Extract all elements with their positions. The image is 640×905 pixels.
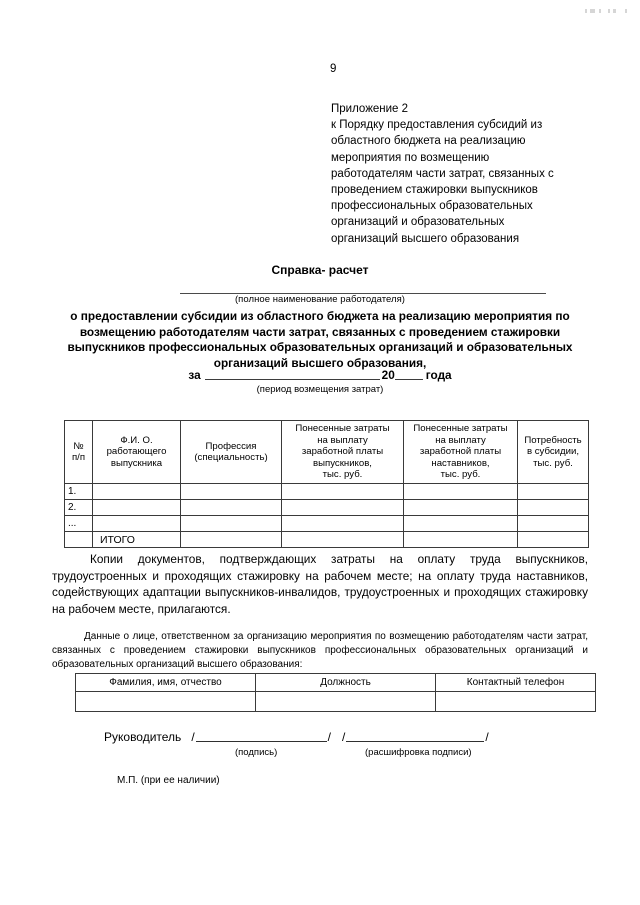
column-header-full-name: Фамилия, имя, отчество [76, 674, 256, 692]
header-line: выпускников, [313, 457, 372, 469]
column-header-graduate-name [93, 421, 181, 484]
cell-subsidy[interactable] [518, 516, 589, 532]
document-subject: о предоставлении субсидии из областного бюджета на реализацию мероприятия по возмещению работодателям части затрат, связанных с проведением стажировки выпускников профессиональных образовательных организаций и образовательных организаций высшего образования, [67, 309, 573, 370]
appendix-line-8: организаций и образовательных [331, 216, 505, 229]
signature-row [104, 730, 490, 744]
period-prefix: за [188, 368, 201, 382]
header-line: Профессия [205, 440, 257, 452]
cell-costs-mentors[interactable] [404, 516, 518, 532]
column-header-phone: Контактный телефон [436, 674, 596, 692]
period-blank [205, 379, 380, 380]
scan-artifact [585, 9, 631, 13]
header-line: на выплату [317, 434, 368, 446]
row-index: ... [65, 516, 93, 532]
attachments-paragraph: Копии документов, подтверждающих затраты на оплату труда выпускников, трудоустроенных и проходящих стажировку на рабочем месте; на оплату труда наставников, содействующих адаптации выпускников-инвалидов, трудоустроенных и проходящих стажировку на рабочем месте, прилагаются. [52, 552, 588, 616]
row-index: 2. [65, 500, 93, 516]
total-row-index [65, 532, 93, 548]
table-total-row [65, 532, 589, 548]
header-line: № [73, 440, 84, 452]
appendix-line-9: организаций высшего образования [331, 232, 520, 245]
cell-profession[interactable] [181, 516, 282, 532]
header-line: Понесенные затраты [413, 423, 508, 435]
table-row [65, 484, 589, 500]
slash-right: / [485, 730, 489, 744]
cell-costs-mentors[interactable] [404, 484, 518, 500]
header-line: тыс. руб. [322, 469, 363, 481]
header-line: заработной платы [301, 446, 384, 458]
responsible-person-paragraph: Данные о лице, ответственном за организацию мероприятия по возмещению работодателям части затрат, связанных с проведением стажировки выпускников профессиональных образовательных организаций и образовательных организаций высшего образования: [52, 631, 588, 670]
column-header-position: Должность [256, 674, 436, 692]
signature-caption: (подпись) [235, 747, 278, 758]
header-line: в субсидии, [527, 446, 579, 458]
contact-header-row [76, 674, 596, 692]
cell-full-name[interactable] [76, 692, 256, 712]
slash-mid-right: / [342, 730, 346, 744]
appendix-line-3: областного бюджета на реализацию [331, 135, 526, 148]
period-caption: (период возмещения затрат) [256, 384, 384, 395]
cell-costs-mentors[interactable] [404, 500, 518, 516]
header-line: работающего [106, 446, 167, 458]
header-line: п/п [71, 452, 86, 463]
slash-left: / [191, 730, 195, 744]
header-line: тыс. руб. [440, 469, 481, 481]
document-title: Справка- расчет [271, 263, 369, 277]
slash-mid-left: / [327, 730, 331, 744]
header-line: на выплату [435, 434, 486, 446]
appendix-line-7: профессиональных образовательных [331, 200, 533, 213]
stamp-note: М.П. (при ее наличии) [117, 775, 220, 786]
period-line [0, 368, 640, 382]
page-number: 9 [330, 63, 337, 75]
signature-blank[interactable] [196, 741, 327, 742]
table-header-row [65, 421, 589, 484]
cell-position[interactable] [256, 692, 436, 712]
header-line: Понесенные затраты [295, 423, 390, 435]
table-row [65, 500, 589, 516]
cell-profession[interactable] [181, 500, 282, 516]
cell-costs-graduates[interactable] [282, 516, 404, 532]
row-index: 1. [65, 484, 93, 500]
header-line: заработной платы [419, 446, 502, 458]
appendix-line-1: Приложение 2 [331, 103, 409, 115]
appendix-line-6: проведением стажировки выпускников [331, 184, 538, 197]
column-header-costs-graduates [282, 421, 404, 484]
cell-costs-graduates[interactable] [282, 500, 404, 516]
total-subsidy[interactable] [518, 532, 589, 548]
column-header-profession [181, 421, 282, 484]
subsidy-calculation-table [64, 420, 589, 548]
cell-phone[interactable] [436, 692, 596, 712]
appendix-reference-block [331, 101, 591, 247]
total-costs-mentors[interactable] [404, 532, 518, 548]
signature-decoding-caption: (расшифровка подписи) [365, 747, 472, 758]
signature-decoding-blank[interactable] [346, 741, 484, 742]
header-line: Потребность [524, 434, 582, 446]
responsible-person-table [75, 673, 596, 712]
header-line: тыс. руб. [533, 457, 573, 469]
appendix-line-5: работодателям части затрат, связанных с [331, 167, 554, 180]
total-costs-graduates[interactable] [282, 532, 404, 548]
header-line: Ф.И. О. [120, 434, 153, 446]
header-line: наставников, [431, 457, 490, 469]
cell-subsidy[interactable] [518, 484, 589, 500]
column-header-costs-mentors [404, 421, 518, 484]
header-line: (специальность) [194, 452, 268, 463]
cell-graduate-name[interactable] [93, 516, 181, 532]
period-year: 20 [381, 368, 395, 382]
cell-profession[interactable] [181, 484, 282, 500]
contact-row [76, 692, 596, 712]
cell-subsidy[interactable] [518, 500, 589, 516]
cell-costs-graduates[interactable] [282, 484, 404, 500]
cell-graduate-name[interactable] [93, 484, 181, 500]
header-line: выпускника [110, 457, 163, 469]
employer-name-caption: (полное наименование работодателя) [234, 294, 406, 305]
column-header-number [65, 421, 93, 484]
period-suffix: года [425, 368, 452, 382]
signature-role-label: Руководитель [104, 730, 182, 744]
cell-graduate-name[interactable] [93, 500, 181, 516]
table-row [65, 516, 589, 532]
period-year-blank [395, 379, 423, 380]
total-profession [181, 532, 282, 548]
column-header-subsidy-need [518, 421, 589, 484]
appendix-line-4: мероприятия по возмещению [331, 151, 490, 164]
appendix-line-2: к Порядку предоставления субсидий из [331, 119, 543, 132]
total-label: ИТОГО [93, 532, 181, 548]
